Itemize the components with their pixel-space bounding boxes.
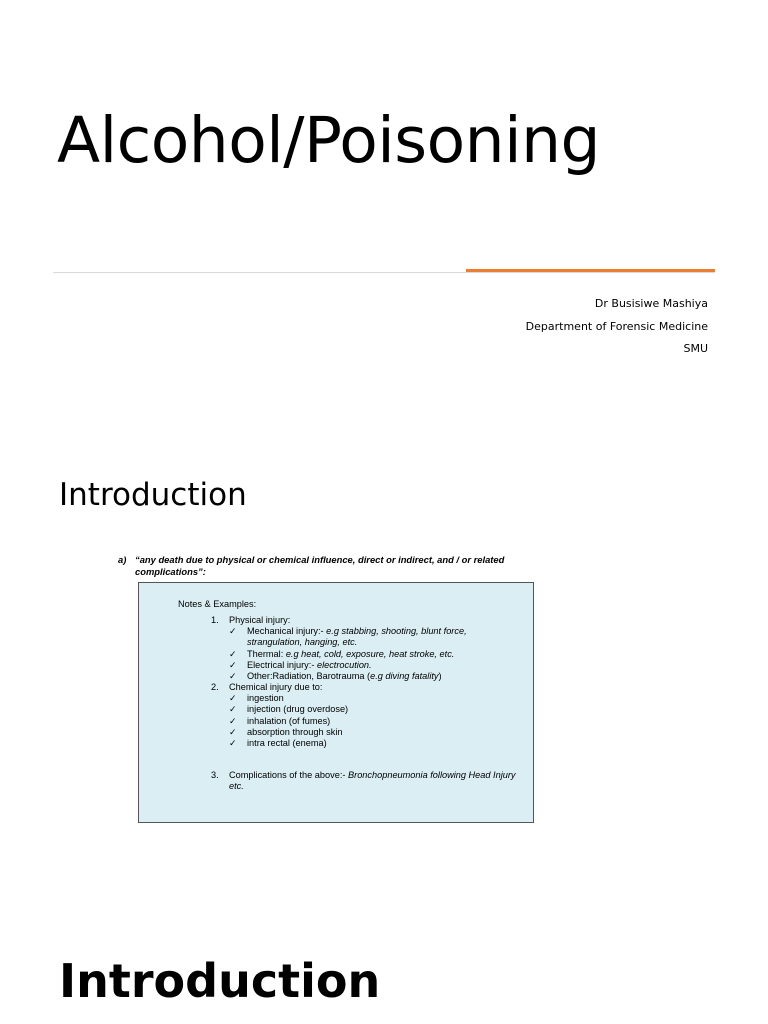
subitem-tail: ) bbox=[438, 671, 442, 682]
notes-item-row bbox=[211, 615, 521, 626]
item-text: Complications of the above:- bbox=[229, 770, 348, 780]
item-number: 2. bbox=[211, 682, 219, 692]
author-department: Department of Forensic Medicine bbox=[525, 319, 708, 333]
list-item bbox=[229, 727, 521, 738]
checkmark-icon: ✓ bbox=[229, 738, 237, 749]
section-heading-bold: Introduction bbox=[59, 954, 381, 1008]
checkmark-icon: ✓ bbox=[229, 715, 237, 726]
checkmark-icon: ✓ bbox=[229, 648, 237, 659]
subitem-detail: e.g heat, cold, exposure, heat stroke, etc. bbox=[285, 648, 455, 659]
definition-marker: a) bbox=[118, 554, 127, 565]
subitem-detail: e.g diving fatality bbox=[370, 671, 439, 682]
subitem-label: absorption through skin bbox=[247, 726, 343, 737]
notes-box bbox=[138, 582, 534, 823]
author-name: Dr Busisiwe Mashiya bbox=[594, 297, 708, 310]
item-text: Physical injury: bbox=[229, 615, 291, 625]
author-institution: SMU bbox=[683, 342, 708, 355]
subitem-label: ingestion bbox=[247, 693, 284, 704]
checkmark-icon: ✓ bbox=[229, 659, 237, 670]
subitem-label: inhalation (of fumes) bbox=[247, 715, 331, 726]
definition-text: “any death due to physical or chemical influence, direct or indirect, and / or related complications”: bbox=[135, 554, 505, 577]
subitem-label: Thermal: bbox=[247, 648, 286, 659]
list-item bbox=[229, 704, 521, 715]
check-list bbox=[211, 626, 521, 682]
checkmark-icon: ✓ bbox=[229, 693, 237, 704]
notes-item-physical bbox=[211, 615, 521, 682]
list-item bbox=[229, 738, 521, 749]
checkmark-icon: ✓ bbox=[229, 671, 237, 682]
definition-line bbox=[118, 554, 548, 577]
notes-item-row bbox=[211, 682, 521, 693]
checkmark-icon: ✓ bbox=[229, 704, 237, 715]
notes-item-row bbox=[211, 770, 521, 792]
notes-item-complications bbox=[211, 770, 521, 792]
subitem-label: intra rectal (enema) bbox=[247, 738, 327, 749]
list-item bbox=[229, 649, 521, 660]
checkmark-icon: ✓ bbox=[229, 726, 237, 737]
subitem-detail: electrocution. bbox=[316, 659, 372, 670]
list-item bbox=[229, 626, 521, 648]
item-number: 1. bbox=[211, 615, 219, 625]
subitem-label: Electrical injury:- bbox=[247, 659, 317, 670]
title-accent-bar bbox=[466, 269, 715, 272]
author-block bbox=[526, 293, 708, 361]
subitem-label: injection (drug overdose) bbox=[247, 704, 349, 715]
item-text: Chemical injury due to: bbox=[229, 682, 323, 692]
list-item bbox=[229, 671, 521, 682]
subitem-label: Mechanical injury:- bbox=[247, 626, 327, 637]
notes-heading: Notes & Examples: bbox=[178, 599, 257, 609]
subitem-detail: e.g stabbing, shooting, blunt force, strangulation, hanging, etc. bbox=[247, 626, 467, 648]
check-list bbox=[211, 693, 521, 749]
title-divider-line bbox=[53, 272, 715, 273]
slide-title: Alcohol/Poisoning bbox=[57, 104, 600, 177]
list-item bbox=[229, 716, 521, 727]
list-item bbox=[229, 693, 521, 704]
notes-item-chemical bbox=[211, 682, 521, 749]
item-number: 3. bbox=[211, 770, 219, 780]
checkmark-icon: ✓ bbox=[229, 626, 237, 637]
item-detail: Bronchopneumonia following Head Injury etc. bbox=[229, 770, 516, 792]
list-item bbox=[229, 660, 521, 671]
subitem-label: Other:Radiation, Barotrauma ( bbox=[247, 671, 371, 682]
section-heading: Introduction bbox=[59, 477, 247, 513]
